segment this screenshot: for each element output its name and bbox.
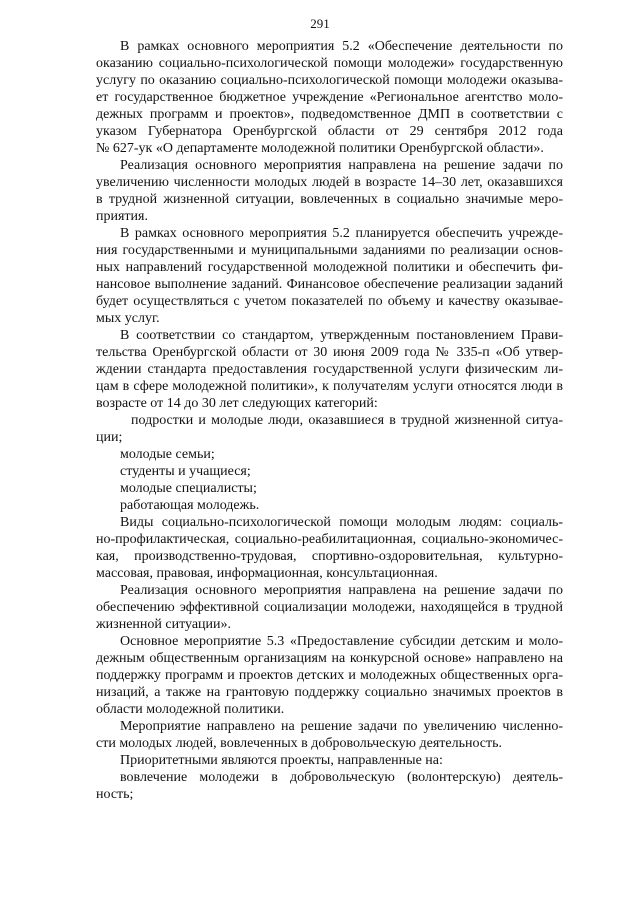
text-line: возрасте от 14 до 30 лет следующих категорий: xyxy=(96,396,378,411)
text-line: мых услуг. xyxy=(96,311,160,326)
text-line: цам в сфере молодежной политики», к получателям услуги относятся люди в xyxy=(96,379,563,394)
text-line: подростки и молодые люди, оказавшиеся в трудной жизненной ситуа- xyxy=(131,413,563,428)
text-line: дежных программ и проектов», подведомственное ДМП в соответствии с xyxy=(96,107,563,122)
text-line: кая, производственно-трудовая, спортивно-оздоровительная, культурно- xyxy=(96,549,563,564)
text-line: будет осуществляться с учетом показателей по объему и качеству оказывае- xyxy=(96,294,563,309)
text-line: Мероприятие направлено на решение задачи по увеличению численно- xyxy=(120,719,563,734)
text-line: Основное мероприятие 5.3 «Предоставление субсидии детским и моло- xyxy=(120,634,563,649)
text-line: Виды социально-психологической помощи молодым людям: социаль- xyxy=(120,515,563,530)
text-line: работающая молодежь. xyxy=(120,498,260,513)
text-line: оказанию социально-психологической помощи молодежи» государственную xyxy=(96,56,563,71)
text-line: сти молодых людей, вовлеченных в добровольческую деятельность. xyxy=(96,736,503,751)
text-line: Реализация основного мероприятия направлена на решение задачи по xyxy=(120,158,563,173)
text-line: в трудной жизненной ситуации, вовлеченных в социально значимые меро- xyxy=(96,192,563,207)
text-line: Реализация основного мероприятия направлена на решение задачи по xyxy=(120,583,563,598)
text-line: ность; xyxy=(96,787,134,802)
text-line: нансовое выполнение заданий. Финансовое обеспечение реализации заданий xyxy=(96,277,563,292)
text-line: молодые специалисты; xyxy=(120,481,257,496)
text-line: указом Губернатора Оренбургской области от 29 сентября 2012 года xyxy=(96,124,563,139)
text-line: обеспечению эффективной социализации молодежи, находящейся в трудной xyxy=(96,600,563,615)
page-number: 291 xyxy=(310,16,330,31)
text-line: В рамках основного мероприятия 5.2 планируется обеспечить учрежде- xyxy=(120,226,563,241)
text-line: поддержку программ и проектов детских и молодежных общественных орга- xyxy=(96,668,563,683)
text-line: приятия. xyxy=(96,209,148,224)
text-line: массовая, правовая, информационная, консультационная. xyxy=(96,566,438,581)
text-line: молодые семьи; xyxy=(120,447,215,462)
text-line: ния государственными и муниципальными заданиями по реализации основ- xyxy=(96,243,563,258)
text-line: ждении стандарта предоставления государственной услуги физическим ли- xyxy=(96,362,563,377)
text-line: студенты и учащиеся; xyxy=(120,464,251,479)
text-line: увеличению численности молодых людей в возрасте 14–30 лет, оказавшихся xyxy=(96,175,563,190)
text-line: дежным общественным организациям на конкурсной основе» направлено на xyxy=(96,651,563,666)
text-line: вовлечение молодежи в добровольческую (волонтерскую) деятель- xyxy=(120,770,563,785)
text-line: В рамках основного мероприятия 5.2 «Обеспечение деятельности по xyxy=(120,39,563,54)
body-text xyxy=(96,38,563,803)
text-line: Приоритетными являются проекты, направленные на: xyxy=(120,753,443,768)
text-line: услугу по оказанию социально-психологической помощи молодежи оказыва- xyxy=(96,73,563,88)
text-line: но-профилактическая, социально-реабилитационная, социально-экономичес- xyxy=(96,532,563,547)
text-line: низаций, а также на грантовую поддержку социально значимых проектов в xyxy=(96,685,563,700)
text-line: № 627-ук «О департаменте молодежной политики Оренбургской области». xyxy=(96,141,544,156)
text-line: области молодежной политики. xyxy=(96,702,285,717)
text-line: тельства Оренбургской области от 30 июня 2009 года № 335-п «Об утвер- xyxy=(96,345,563,360)
text-line: ет государственное бюджетное учреждение «Региональное агентство моло- xyxy=(96,90,563,105)
text-line: жизненной ситуации». xyxy=(96,617,232,632)
text-line: ции; xyxy=(96,430,123,445)
text-line: В соответствии со стандартом, утвержденным постановлением Прави- xyxy=(120,328,563,343)
text-line: ных направлений государственной молодежной политики и обеспечить фи- xyxy=(96,260,563,275)
